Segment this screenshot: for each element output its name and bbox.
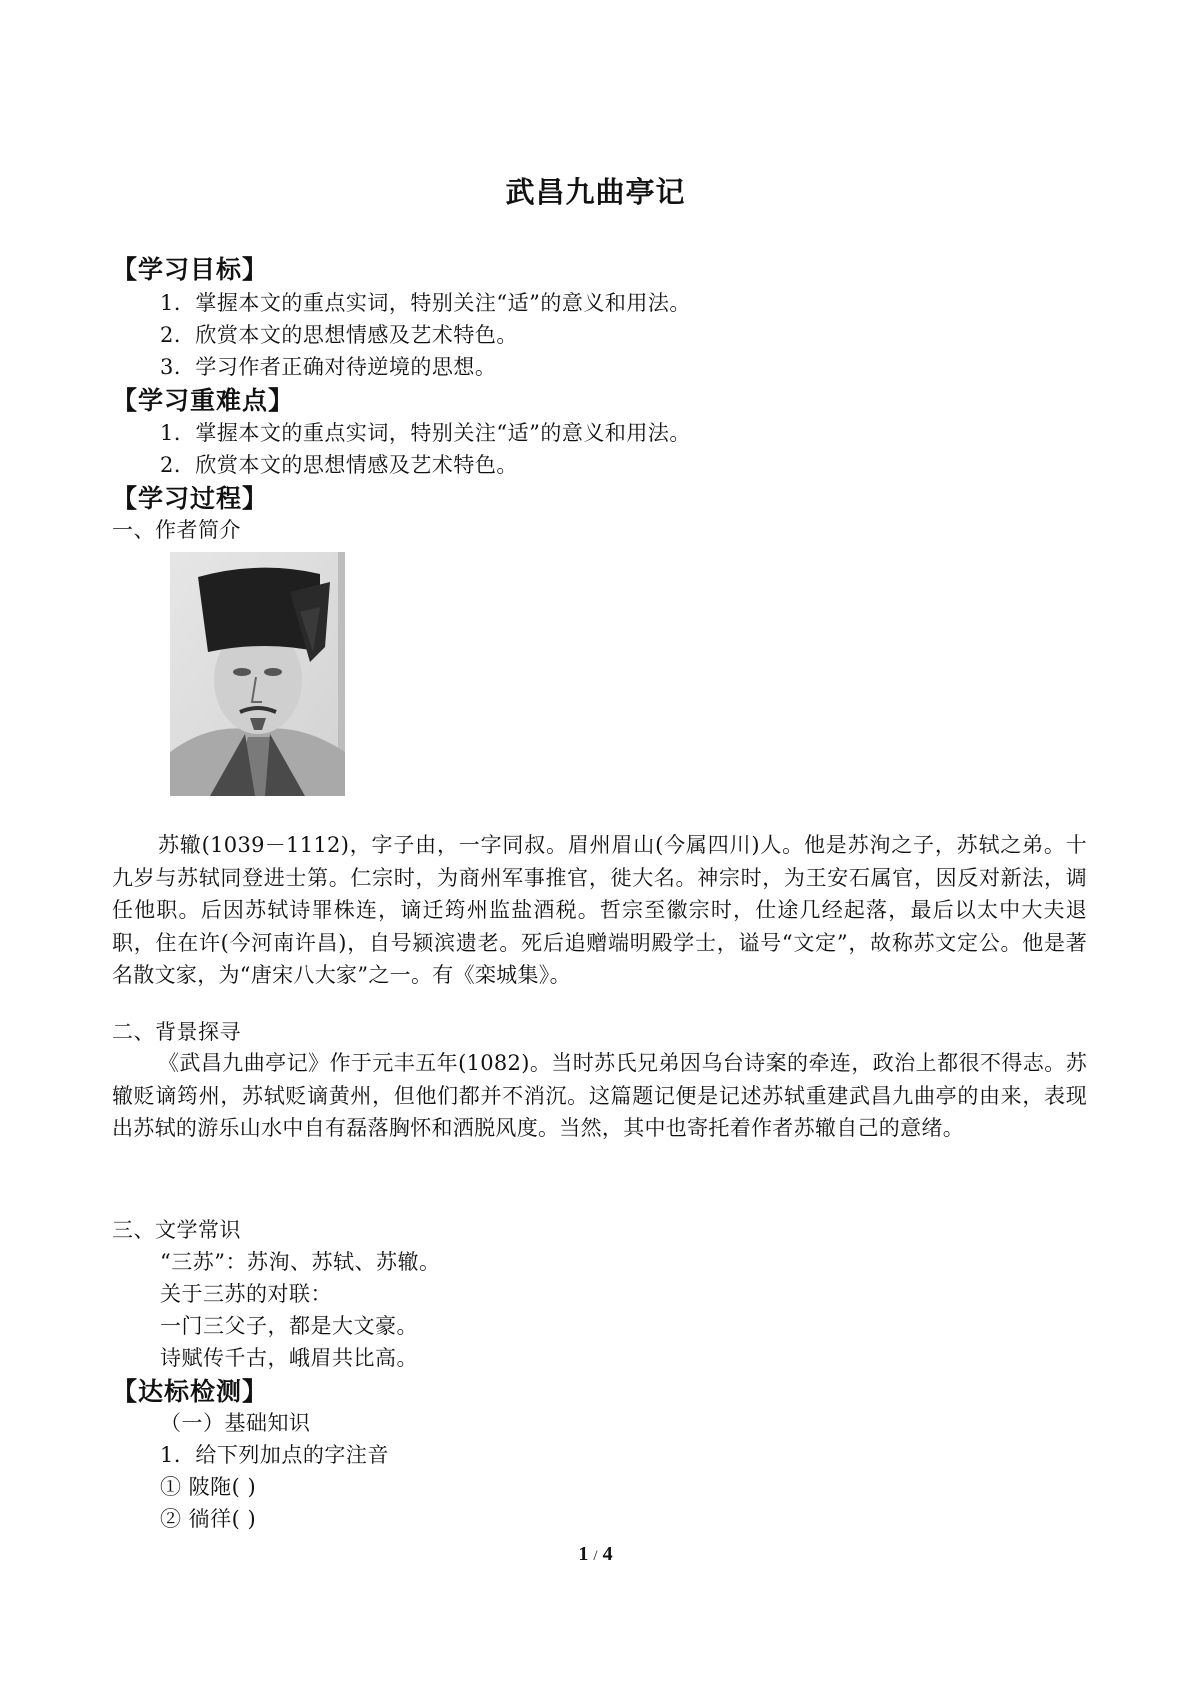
objectives-heading: 【学习目标】 [112,255,269,284]
page-number [0,1543,1191,1566]
background-section-title: 二、背景探寻 [112,1020,241,1044]
author-portrait-image [170,552,345,796]
key-point-item: 2．欣赏本文的思想情感及艺术特色。 [160,453,518,477]
process-heading: 【学习过程】 [112,484,269,513]
page-current: 1 [578,1543,589,1565]
key-point-item: 1．掌握本文的重点实词，特别关注“适”的意义和用法。 [160,421,691,445]
test-item: ① 陂陁( ) [160,1475,257,1499]
objective-item: 1．掌握本文的重点实词，特别关注“适”的意义和用法。 [160,291,691,315]
literature-line: 诗赋传千古，峨眉共比高。 [160,1346,418,1370]
objective-item: 3．学习作者正确对待逆境的思想。 [160,355,497,379]
author-biography: 苏辙(1039－1112)，字子由，一字同叔。眉州眉山(今属四川)人。他是苏洵之子，苏轼之弟。十九岁与苏轼同登进士第。仁宗时，为商州军事推官，徙大名。神宗时，为王安石属官，因反对新法，调任他职。后因苏轼诗罪株连，谪迁筠州监盐酒税。哲宗至徽宗时，仕途几经起落，最后以太中大夫退职，住在许(今河南许昌)，自号颍滨遗老。死后追赠端明殿学士，谥号“文定”，故称苏文定公。他是著名散文家，为“唐宋八大家”之一。有《栾城集》。 [112,833,1087,987]
page-title: 武昌九曲亭记 [505,175,686,209]
page-total: 4 [602,1543,613,1565]
test-item: ② 徜徉( ) [160,1507,257,1531]
test-question: 1．给下列加点的字注音 [160,1443,389,1467]
background-paragraph: 《武昌九曲亭记》作于元丰五年(1082)。当时苏氏兄弟因乌台诗案的牵连，政治上都很不得志。苏辙贬谪筠州，苏轼贬谪黄州，但他们都并不消沉。这篇题记便是记述苏轼重建武昌九曲亭的由来，表现出苏轼的游乐山水中自有磊落胸怀和洒脱风度。当然，其中也寄托着作者苏辙自己的意绪。 [112,1051,1087,1140]
author-section-title: 一、作者简介 [112,518,241,542]
test-heading: 【达标检测】 [112,1377,269,1406]
literature-section-title: 三、文学常识 [112,1218,241,1242]
test-subsection: （一）基础知识 [160,1411,311,1435]
objective-item: 2．欣赏本文的思想情感及艺术特色。 [160,323,518,347]
key-points-heading: 【学习重难点】 [112,386,295,415]
page-separator: / [593,1548,598,1564]
literature-line: 关于三苏的对联： [160,1282,332,1306]
literature-line: 一门三父子，都是大文豪。 [160,1314,418,1338]
literature-line: “三苏”：苏洵、苏轼、苏辙。 [160,1250,441,1274]
